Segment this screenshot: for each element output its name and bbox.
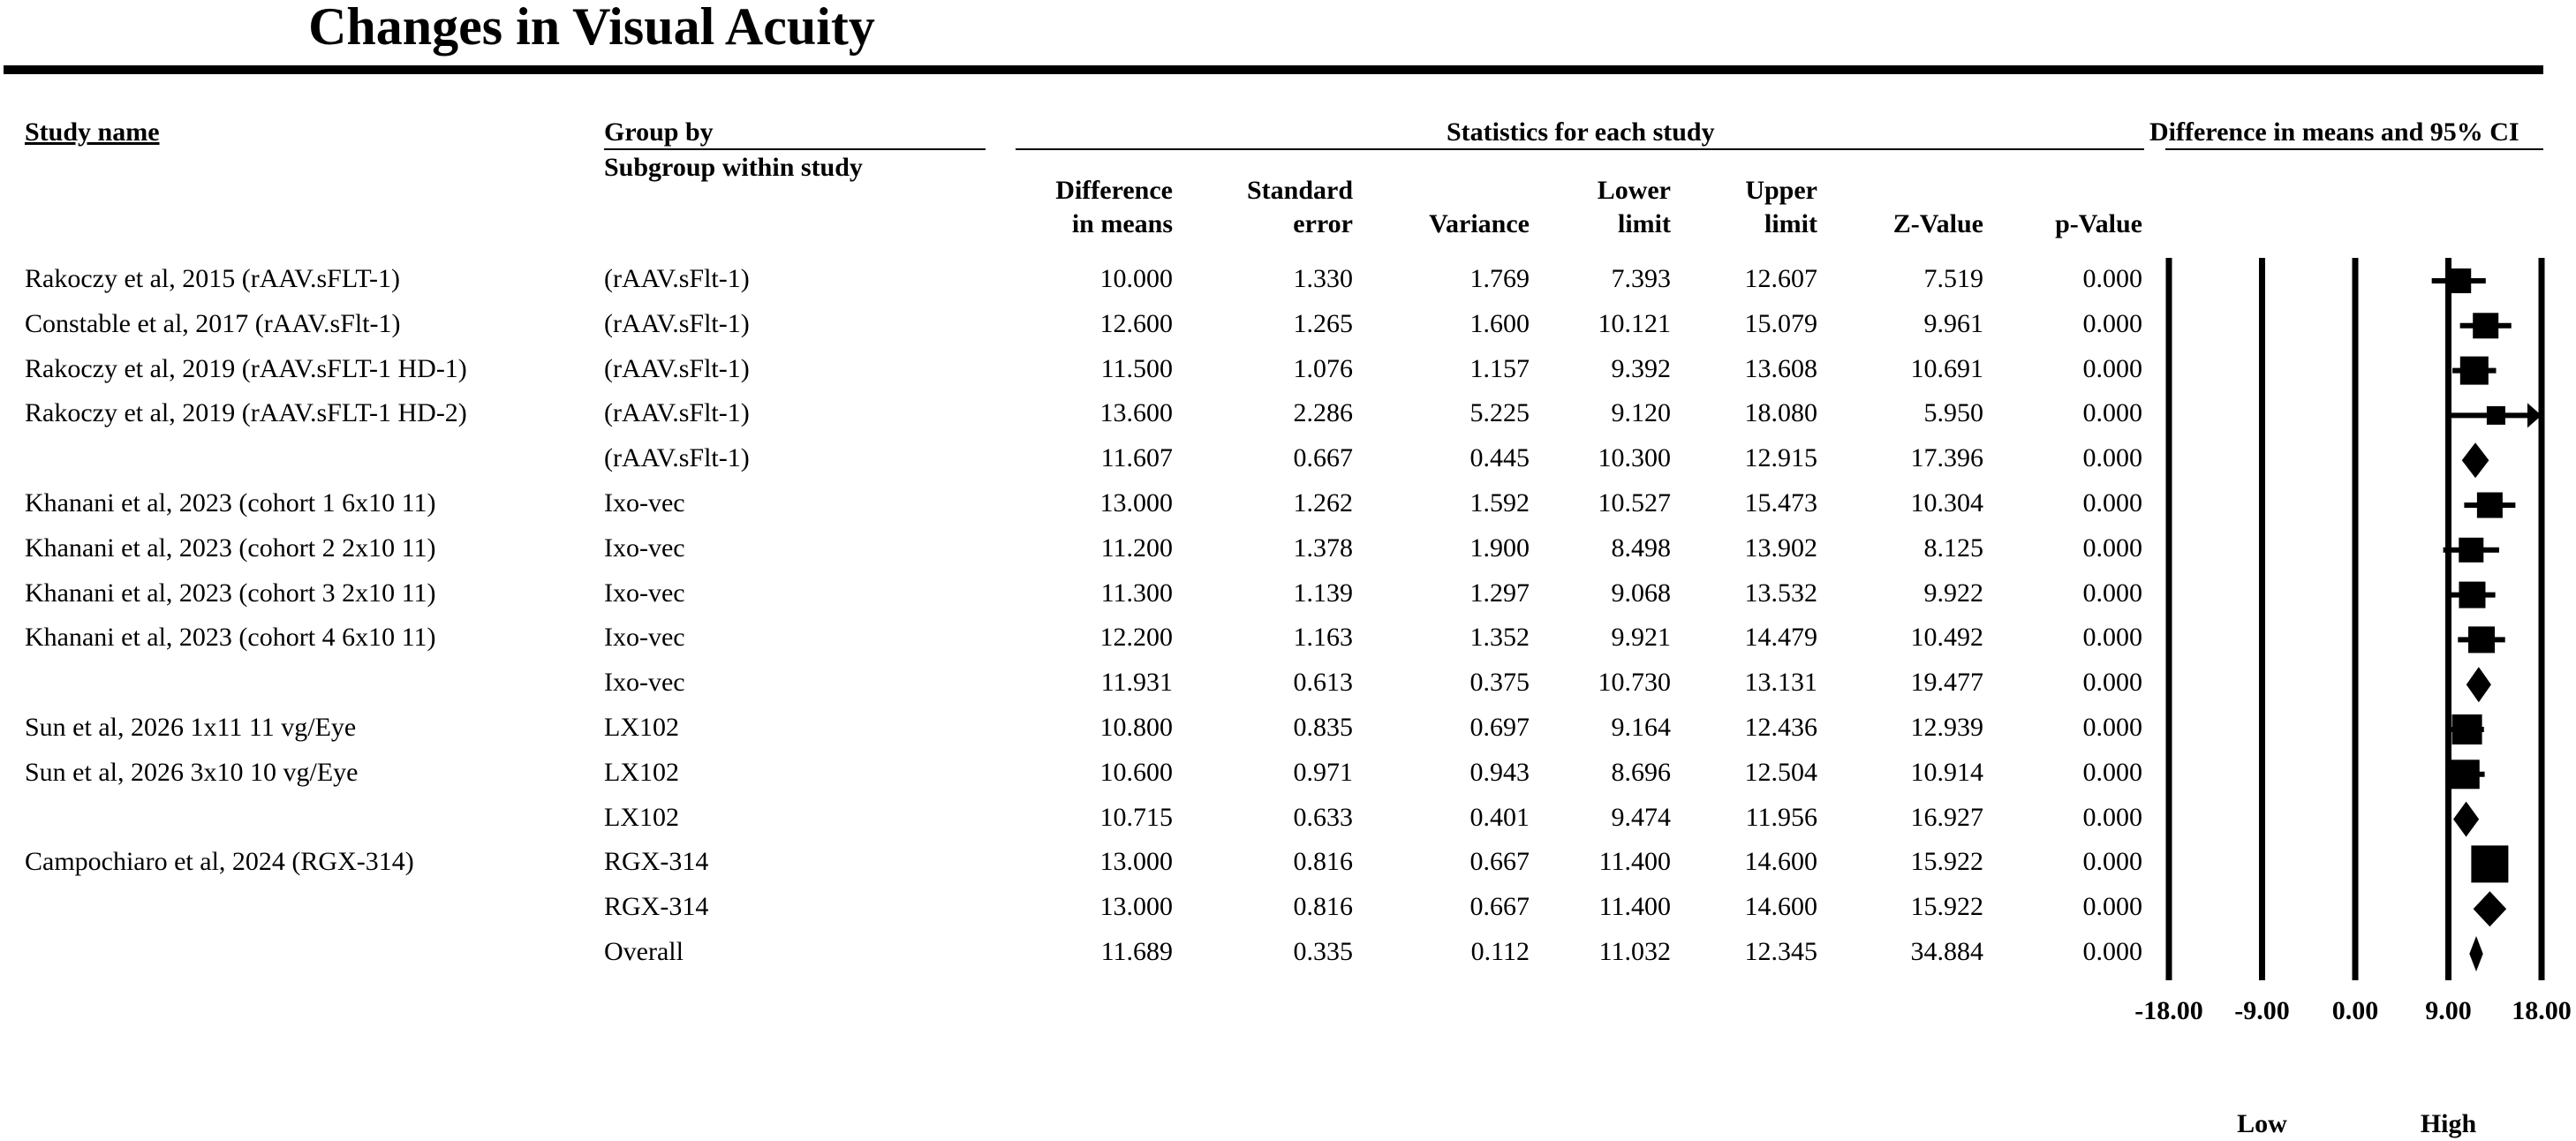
group-cell: (rAAV.sFlt-1) (604, 308, 750, 338)
group-cell: LX102 (604, 713, 679, 742)
standard-error-cell: 1.265 (1293, 308, 1353, 338)
p-value-cell: 0.000 (2082, 353, 2142, 383)
group-cell: Ixo-vec (604, 488, 685, 518)
upper-limit-cell: 14.479 (1744, 623, 1817, 653)
diff-in-means-cell: 11.689 (1100, 937, 1173, 966)
study-name-cell: Rakoczy et al, 2019 (rAAV.sFLT-1 HD-1) (25, 353, 467, 383)
group-cell: (rAAV.sFlt-1) (604, 443, 750, 473)
group-cell: Ixo-vec (604, 668, 685, 698)
diff-in-means-cell: 13.000 (1099, 847, 1173, 877)
point-estimate-square (2446, 268, 2471, 293)
group-cell: Ixo-vec (604, 623, 685, 653)
p-value-cell: 0.000 (2082, 757, 2142, 787)
upper-limit-cell: 12.915 (1744, 443, 1817, 473)
group-cell: Ixo-vec (604, 533, 685, 563)
z-value-cell: 9.922 (1923, 578, 1983, 608)
favours-label-high: High (2420, 1109, 2477, 1138)
diff-in-means-cell: 12.600 (1099, 308, 1173, 338)
point-estimate-square (2460, 357, 2489, 385)
diff-in-means-cell: 10.715 (1099, 802, 1173, 832)
lower-limit-cell: 9.921 (1611, 623, 1671, 653)
p-value-cell: 0.000 (2082, 443, 2142, 473)
diff-in-means-cell: 12.200 (1099, 623, 1173, 653)
header-ci: Difference in means and 95% CI (2149, 117, 2519, 147)
lower-limit-cell: 9.120 (1611, 398, 1671, 428)
upper-limit-cell: 18.080 (1744, 398, 1817, 428)
p-value-cell: 0.000 (2082, 802, 2142, 832)
standard-error-cell: 1.139 (1293, 578, 1353, 608)
summary-diamond (2453, 802, 2479, 837)
lower-limit-cell: 9.164 (1611, 713, 1671, 742)
standard-error-cell: 0.816 (1293, 892, 1353, 922)
lower-limit-cell: 10.730 (1598, 668, 1671, 698)
variance-cell: 0.943 (1469, 757, 1530, 787)
study-name-cell: Khanani et al, 2023 (cohort 4 6x10 11) (25, 623, 436, 653)
z-value-cell: 7.519 (1923, 264, 1983, 293)
z-value-cell: 9.961 (1923, 308, 1983, 338)
study-name-cell: Khanani et al, 2023 (cohort 1 6x10 11) (25, 488, 436, 518)
lower-limit-cell: 7.393 (1611, 264, 1671, 293)
upper-limit-cell: 15.473 (1744, 488, 1817, 518)
standard-error-cell: 1.330 (1293, 264, 1353, 293)
z-value-cell: 19.477 (1910, 668, 1983, 698)
z-value-cell: 10.691 (1910, 353, 1983, 383)
upper-limit-cell: 13.608 (1744, 353, 1817, 383)
group-cell: RGX-314 (604, 892, 709, 922)
standard-error-cell: 0.835 (1293, 713, 1353, 742)
standard-error-cell: 2.286 (1293, 398, 1353, 428)
p-value-cell: 0.000 (2082, 308, 2142, 338)
variance-cell: 0.445 (1469, 443, 1530, 473)
p-value-cell: 0.000 (2082, 937, 2142, 966)
column-header-variance: Variance (1429, 209, 1530, 238)
p-value-cell: 0.000 (2082, 713, 2142, 742)
x-tick-label: -18.00 (2134, 996, 2203, 1025)
diff-in-means-cell: 11.500 (1100, 353, 1173, 383)
study-name-cell: Sun et al, 2026 3x10 10 vg/Eye (25, 757, 359, 787)
p-value-cell: 0.000 (2082, 847, 2142, 877)
study-name-cell: Constable et al, 2017 (rAAV.sFlt-1) (25, 308, 401, 338)
z-value-cell: 8.125 (1923, 533, 1983, 563)
p-value-cell: 0.000 (2082, 578, 2142, 608)
upper-limit-cell: 12.436 (1744, 713, 1817, 742)
diff-in-means-cell: 11.200 (1100, 533, 1173, 563)
column-header-standard-error: error (1293, 209, 1353, 238)
diff-in-means-cell: 10.800 (1099, 713, 1173, 742)
variance-cell: 1.769 (1469, 264, 1530, 293)
upper-limit-cell: 13.131 (1744, 668, 1817, 698)
variance-cell: 0.667 (1469, 847, 1530, 877)
upper-limit-cell: 15.079 (1744, 308, 1817, 338)
column-header-z-value: Z-Value (1892, 209, 1983, 238)
column-header-diff-in-means: in means (1071, 209, 1173, 238)
point-estimate-square (2477, 493, 2503, 518)
z-value-cell: 12.939 (1910, 713, 1983, 742)
z-value-cell: 10.492 (1910, 623, 1983, 653)
point-estimate-square (2487, 406, 2505, 425)
group-cell: RGX-314 (604, 847, 709, 877)
standard-error-cell: 0.971 (1293, 757, 1353, 787)
lower-limit-cell: 8.498 (1611, 533, 1671, 563)
lower-limit-cell: 9.392 (1611, 353, 1671, 383)
study-name-cell: Khanani et al, 2023 (cohort 3 2x10 11) (25, 578, 436, 608)
lower-limit-cell: 10.300 (1598, 443, 1671, 473)
upper-limit-cell: 13.532 (1744, 578, 1817, 608)
diff-in-means-cell: 11.931 (1100, 668, 1173, 698)
diff-in-means-cell: 13.000 (1099, 892, 1173, 922)
variance-cell: 1.900 (1469, 533, 1530, 563)
upper-limit-cell: 12.607 (1744, 264, 1817, 293)
variance-cell: 1.592 (1469, 488, 1530, 518)
p-value-cell: 0.000 (2082, 668, 2142, 698)
z-value-cell: 15.922 (1910, 892, 1983, 922)
z-value-cell: 10.914 (1910, 757, 1983, 787)
column-header-lower-limit: Lower (1597, 176, 1671, 205)
column-header-standard-error: Standard (1246, 176, 1353, 205)
group-cell: (rAAV.sFlt-1) (604, 353, 750, 383)
standard-error-cell: 0.613 (1293, 668, 1353, 698)
summary-diamond (2462, 442, 2489, 478)
x-tick-label: 0.00 (2331, 996, 2379, 1025)
upper-limit-cell: 12.504 (1744, 757, 1817, 787)
group-cell: Ixo-vec (604, 578, 685, 608)
diff-in-means-cell: 13.600 (1099, 398, 1173, 428)
column-header-lower-limit: limit (1618, 209, 1671, 238)
group-cell: (rAAV.sFlt-1) (604, 398, 750, 428)
point-estimate-square (2459, 538, 2483, 563)
z-value-cell: 10.304 (1910, 488, 1983, 518)
group-cell: Overall (604, 937, 684, 966)
study-name-cell: Sun et al, 2026 1x11 11 vg/Eye (25, 713, 357, 742)
standard-error-cell: 0.335 (1293, 937, 1353, 966)
variance-cell: 5.225 (1469, 398, 1530, 428)
lower-limit-cell: 8.696 (1611, 757, 1671, 787)
diff-in-means-cell: 11.300 (1100, 578, 1173, 608)
group-cell: LX102 (604, 757, 679, 787)
study-name-cell: Rakoczy et al, 2015 (rAAV.sFLT-1) (25, 264, 400, 293)
z-value-cell: 34.884 (1910, 937, 1983, 966)
group-cell: (rAAV.sFlt-1) (604, 264, 750, 293)
p-value-cell: 0.000 (2082, 488, 2142, 518)
summary-diamond (2474, 891, 2507, 926)
variance-cell: 1.352 (1469, 623, 1530, 653)
x-tick-label: -9.00 (2234, 996, 2290, 1025)
upper-limit-cell: 14.600 (1744, 892, 1817, 922)
variance-cell: 0.667 (1469, 892, 1530, 922)
upper-limit-cell: 11.956 (1745, 802, 1817, 832)
point-estimate-square (2473, 313, 2498, 338)
variance-cell: 1.297 (1469, 578, 1530, 608)
variance-cell: 1.157 (1469, 353, 1530, 383)
study-name-cell: Khanani et al, 2023 (cohort 2 2x10 11) (25, 533, 436, 563)
header-study-name: Study name (25, 117, 160, 147)
upper-limit-cell: 14.600 (1744, 847, 1817, 877)
lower-limit-cell: 9.068 (1611, 578, 1671, 608)
page-title: Changes in Visual Acuity (308, 0, 875, 56)
p-value-cell: 0.000 (2082, 264, 2142, 293)
header-group-by: Group by (604, 117, 714, 147)
standard-error-cell: 0.633 (1293, 802, 1353, 832)
lower-limit-cell: 9.474 (1611, 802, 1671, 832)
x-tick-label: 9.00 (2425, 996, 2472, 1025)
diff-in-means-cell: 10.600 (1099, 757, 1173, 787)
standard-error-cell: 1.378 (1293, 533, 1353, 563)
study-name-cell: Rakoczy et al, 2019 (rAAV.sFLT-1 HD-2) (25, 398, 467, 428)
column-header-upper-limit: limit (1764, 209, 1817, 238)
point-estimate-square (2452, 714, 2482, 744)
variance-cell: 0.697 (1469, 713, 1530, 742)
lower-limit-cell: 11.400 (1598, 847, 1671, 877)
variance-cell: 0.401 (1469, 802, 1530, 832)
header-subgroup: Subgroup within study (604, 153, 863, 182)
diff-in-means-cell: 13.000 (1099, 488, 1173, 518)
lower-limit-cell: 10.121 (1598, 308, 1671, 338)
point-estimate-square (2471, 845, 2508, 882)
z-value-cell: 15.922 (1910, 847, 1983, 877)
lower-limit-cell: 11.400 (1598, 892, 1671, 922)
p-value-cell: 0.000 (2082, 892, 2142, 922)
x-tick-label: 18.00 (2512, 996, 2572, 1025)
point-estimate-square (2451, 759, 2480, 789)
diff-in-means-cell: 11.607 (1100, 443, 1173, 473)
standard-error-cell: 0.816 (1293, 847, 1353, 877)
variance-cell: 0.375 (1469, 668, 1530, 698)
z-value-cell: 17.396 (1910, 443, 1983, 473)
upper-limit-cell: 13.902 (1744, 533, 1817, 563)
p-value-cell: 0.000 (2082, 533, 2142, 563)
standard-error-cell: 1.262 (1293, 488, 1353, 518)
standard-error-cell: 1.163 (1293, 623, 1353, 653)
group-cell: LX102 (604, 802, 679, 832)
variance-cell: 0.112 (1470, 937, 1530, 966)
summary-diamond (2469, 936, 2482, 971)
standard-error-cell: 0.667 (1293, 443, 1353, 473)
study-name-cell: Campochiaro et al, 2024 (RGX-314) (25, 847, 414, 877)
point-estimate-square (2468, 626, 2495, 653)
header-statistics: Statistics for each study (1447, 117, 1715, 147)
lower-limit-cell: 11.032 (1598, 937, 1671, 966)
column-header-p-value: p-Value (2055, 209, 2142, 238)
column-header-diff-in-means: Difference (1055, 176, 1173, 205)
column-header-upper-limit: Upper (1745, 176, 1817, 205)
favours-label-low: Low (2237, 1109, 2287, 1138)
z-value-cell: 16.927 (1910, 802, 1983, 832)
upper-limit-cell: 12.345 (1744, 937, 1817, 966)
z-value-cell: 5.950 (1923, 398, 1983, 428)
variance-cell: 1.600 (1469, 308, 1530, 338)
p-value-cell: 0.000 (2082, 623, 2142, 653)
lower-limit-cell: 10.527 (1598, 488, 1671, 518)
standard-error-cell: 1.076 (1293, 353, 1353, 383)
diff-in-means-cell: 10.000 (1099, 264, 1173, 293)
p-value-cell: 0.000 (2082, 398, 2142, 428)
point-estimate-square (2459, 582, 2485, 608)
summary-diamond (2466, 667, 2491, 702)
